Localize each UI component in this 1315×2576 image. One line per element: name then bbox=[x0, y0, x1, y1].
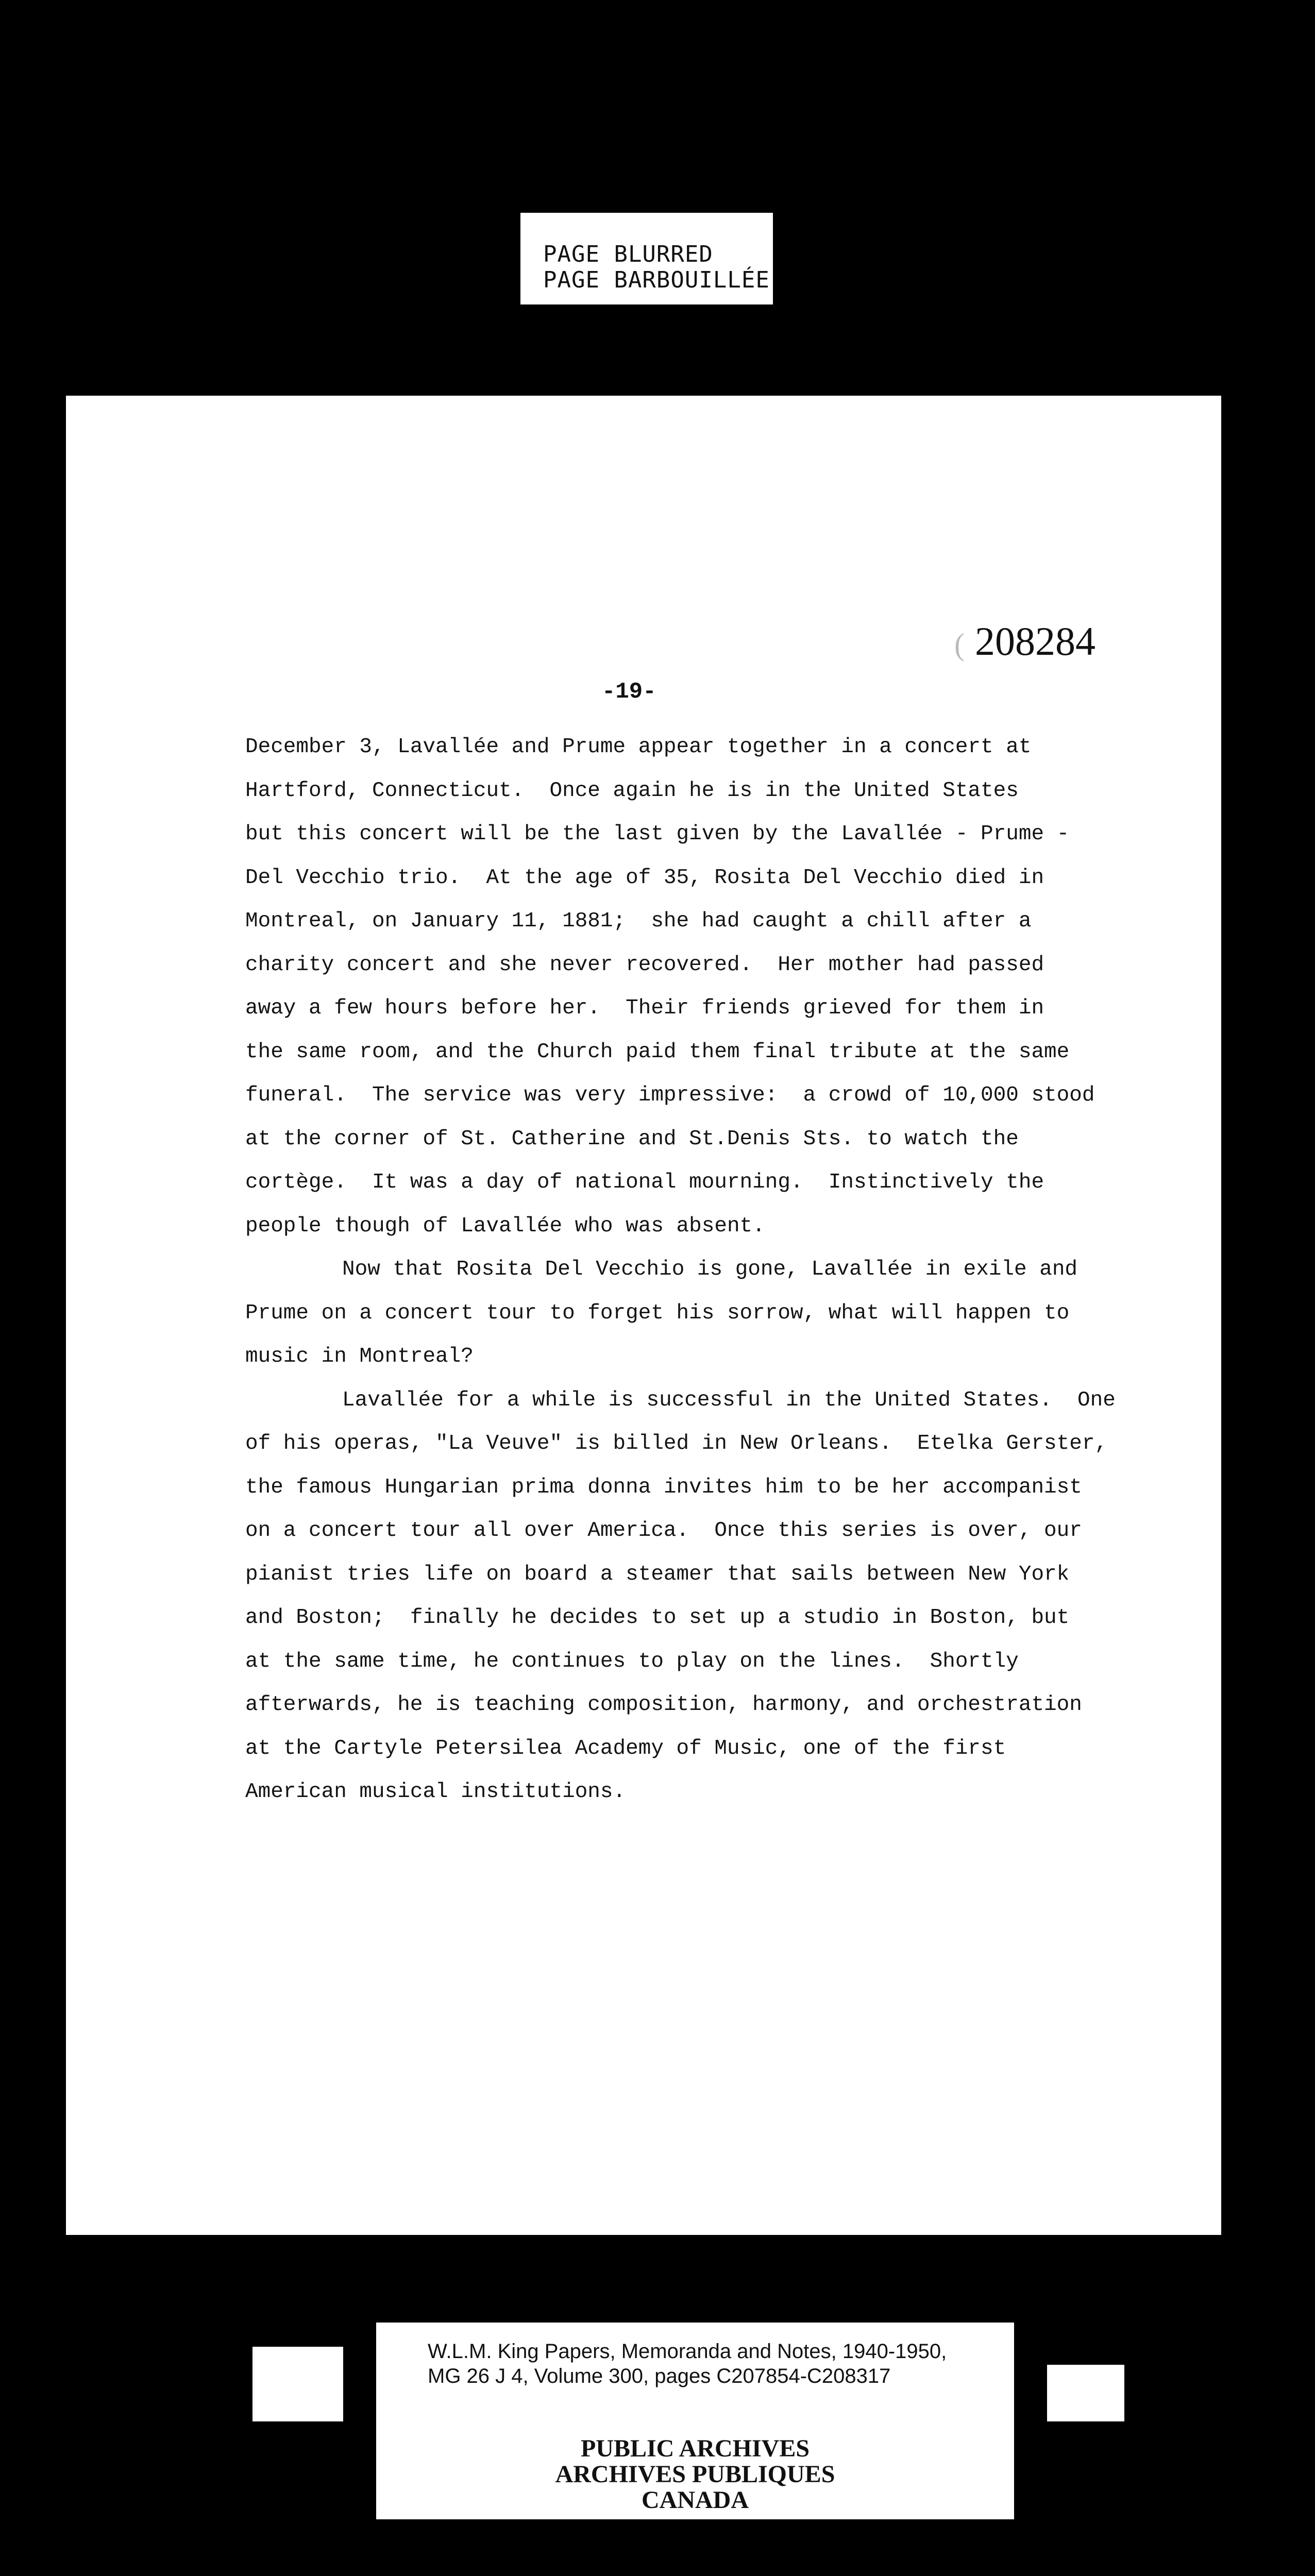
text-line: Now that Rosita Del Vecchio is gone, Lavallée in exile and bbox=[342, 1258, 1078, 1281]
text-line: Montreal, on January 11, 1881; she had caught a chill after a bbox=[245, 909, 1032, 933]
archive-caption bbox=[376, 2323, 1014, 2421]
stamp-frame-right-notch bbox=[1014, 2365, 1047, 2421]
text-line: people though of Lavallée who was absent. bbox=[245, 1214, 765, 1238]
text-line: pianist tries life on board a steamer that sails between New York bbox=[245, 1562, 1070, 1586]
blur-notice-french: PAGE BARBOUILLÉE bbox=[543, 267, 770, 293]
text-line: funeral. The service was very impressive: a crowd of 10,000 stood bbox=[245, 1083, 1095, 1107]
text-line: cortège. It was a day of national mourning. Instinctively the bbox=[245, 1171, 1044, 1194]
document-body bbox=[245, 725, 1204, 1814]
text-line: of his operas, "La Veuve" is billed in New Orleans. Etelka Gerster, bbox=[245, 1432, 1108, 1455]
text-line: Del Vecchio trio. At the age of 35, Rosita Del Vecchio died in bbox=[245, 866, 1044, 890]
text-line: charity concert and she never recovered. Her mother had passed bbox=[245, 953, 1044, 977]
text-line: the famous Hungarian prima donna invites him to be her accompanist bbox=[245, 1475, 1082, 1499]
text-line: Prume on a concert tour to forget his sorrow, what will happen to bbox=[245, 1301, 1070, 1325]
text-line: December 3, Lavallée and Prume appear together in a concert at bbox=[245, 735, 1032, 759]
stamp-frame-left-notch bbox=[343, 2347, 376, 2421]
document-page bbox=[66, 396, 1221, 2235]
text-line: at the corner of St. Catherine and St.Denis Sts. to watch the bbox=[245, 1127, 1019, 1151]
text-line: at the Cartyle Petersilea Academy of Music, one of the first bbox=[245, 1736, 1006, 1760]
document-number bbox=[954, 618, 1095, 665]
blur-notice-english: PAGE BLURRED bbox=[543, 241, 713, 267]
text-line: away a few hours before her. Their friends grieved for them in bbox=[245, 996, 1044, 1020]
public-archives-stamp bbox=[376, 2421, 1014, 2519]
text-line: afterwards, he is teaching composition, harmony, and orchestration bbox=[245, 1693, 1082, 1717]
text-line: at the same time, he continues to play on the lines. Shortly bbox=[245, 1649, 1019, 1673]
archives-line-country: CANADA bbox=[642, 2486, 749, 2514]
caption-line: MG 26 J 4, Volume 300, pages C207854-C208317 bbox=[428, 2365, 891, 2387]
text-line: music in Montreal? bbox=[245, 1345, 474, 1368]
text-line: Lavallée for a while is successful in the United States. One bbox=[342, 1388, 1116, 1412]
document-number-mark: ( bbox=[954, 628, 965, 662]
archives-line-french: ARCHIVES PUBLIQUES bbox=[555, 2461, 835, 2488]
text-line: American musical institutions. bbox=[245, 1780, 626, 1804]
document-number-value: 208284 bbox=[974, 619, 1095, 664]
caption-line: W.L.M. King Papers, Memoranda and Notes, 1940-1950, bbox=[428, 2340, 947, 2363]
text-line: the same room, and the Church paid them final tribute at the same bbox=[245, 1040, 1070, 1064]
text-line: and Boston; finally he decides to set up a studio in Boston, but bbox=[245, 1606, 1070, 1630]
page-number: -19- bbox=[602, 679, 656, 705]
text-line: on a concert tour all over America. Once this series is over, our bbox=[245, 1519, 1082, 1543]
text-line: Hartford, Connecticut. Once again he is in the United States bbox=[245, 778, 1019, 803]
page-blurred-notice bbox=[520, 213, 773, 304]
text-line: but this concert will be the last given by the Lavallée - Prume - bbox=[245, 822, 1070, 846]
archives-line-english: PUBLIC ARCHIVES bbox=[580, 2435, 810, 2462]
